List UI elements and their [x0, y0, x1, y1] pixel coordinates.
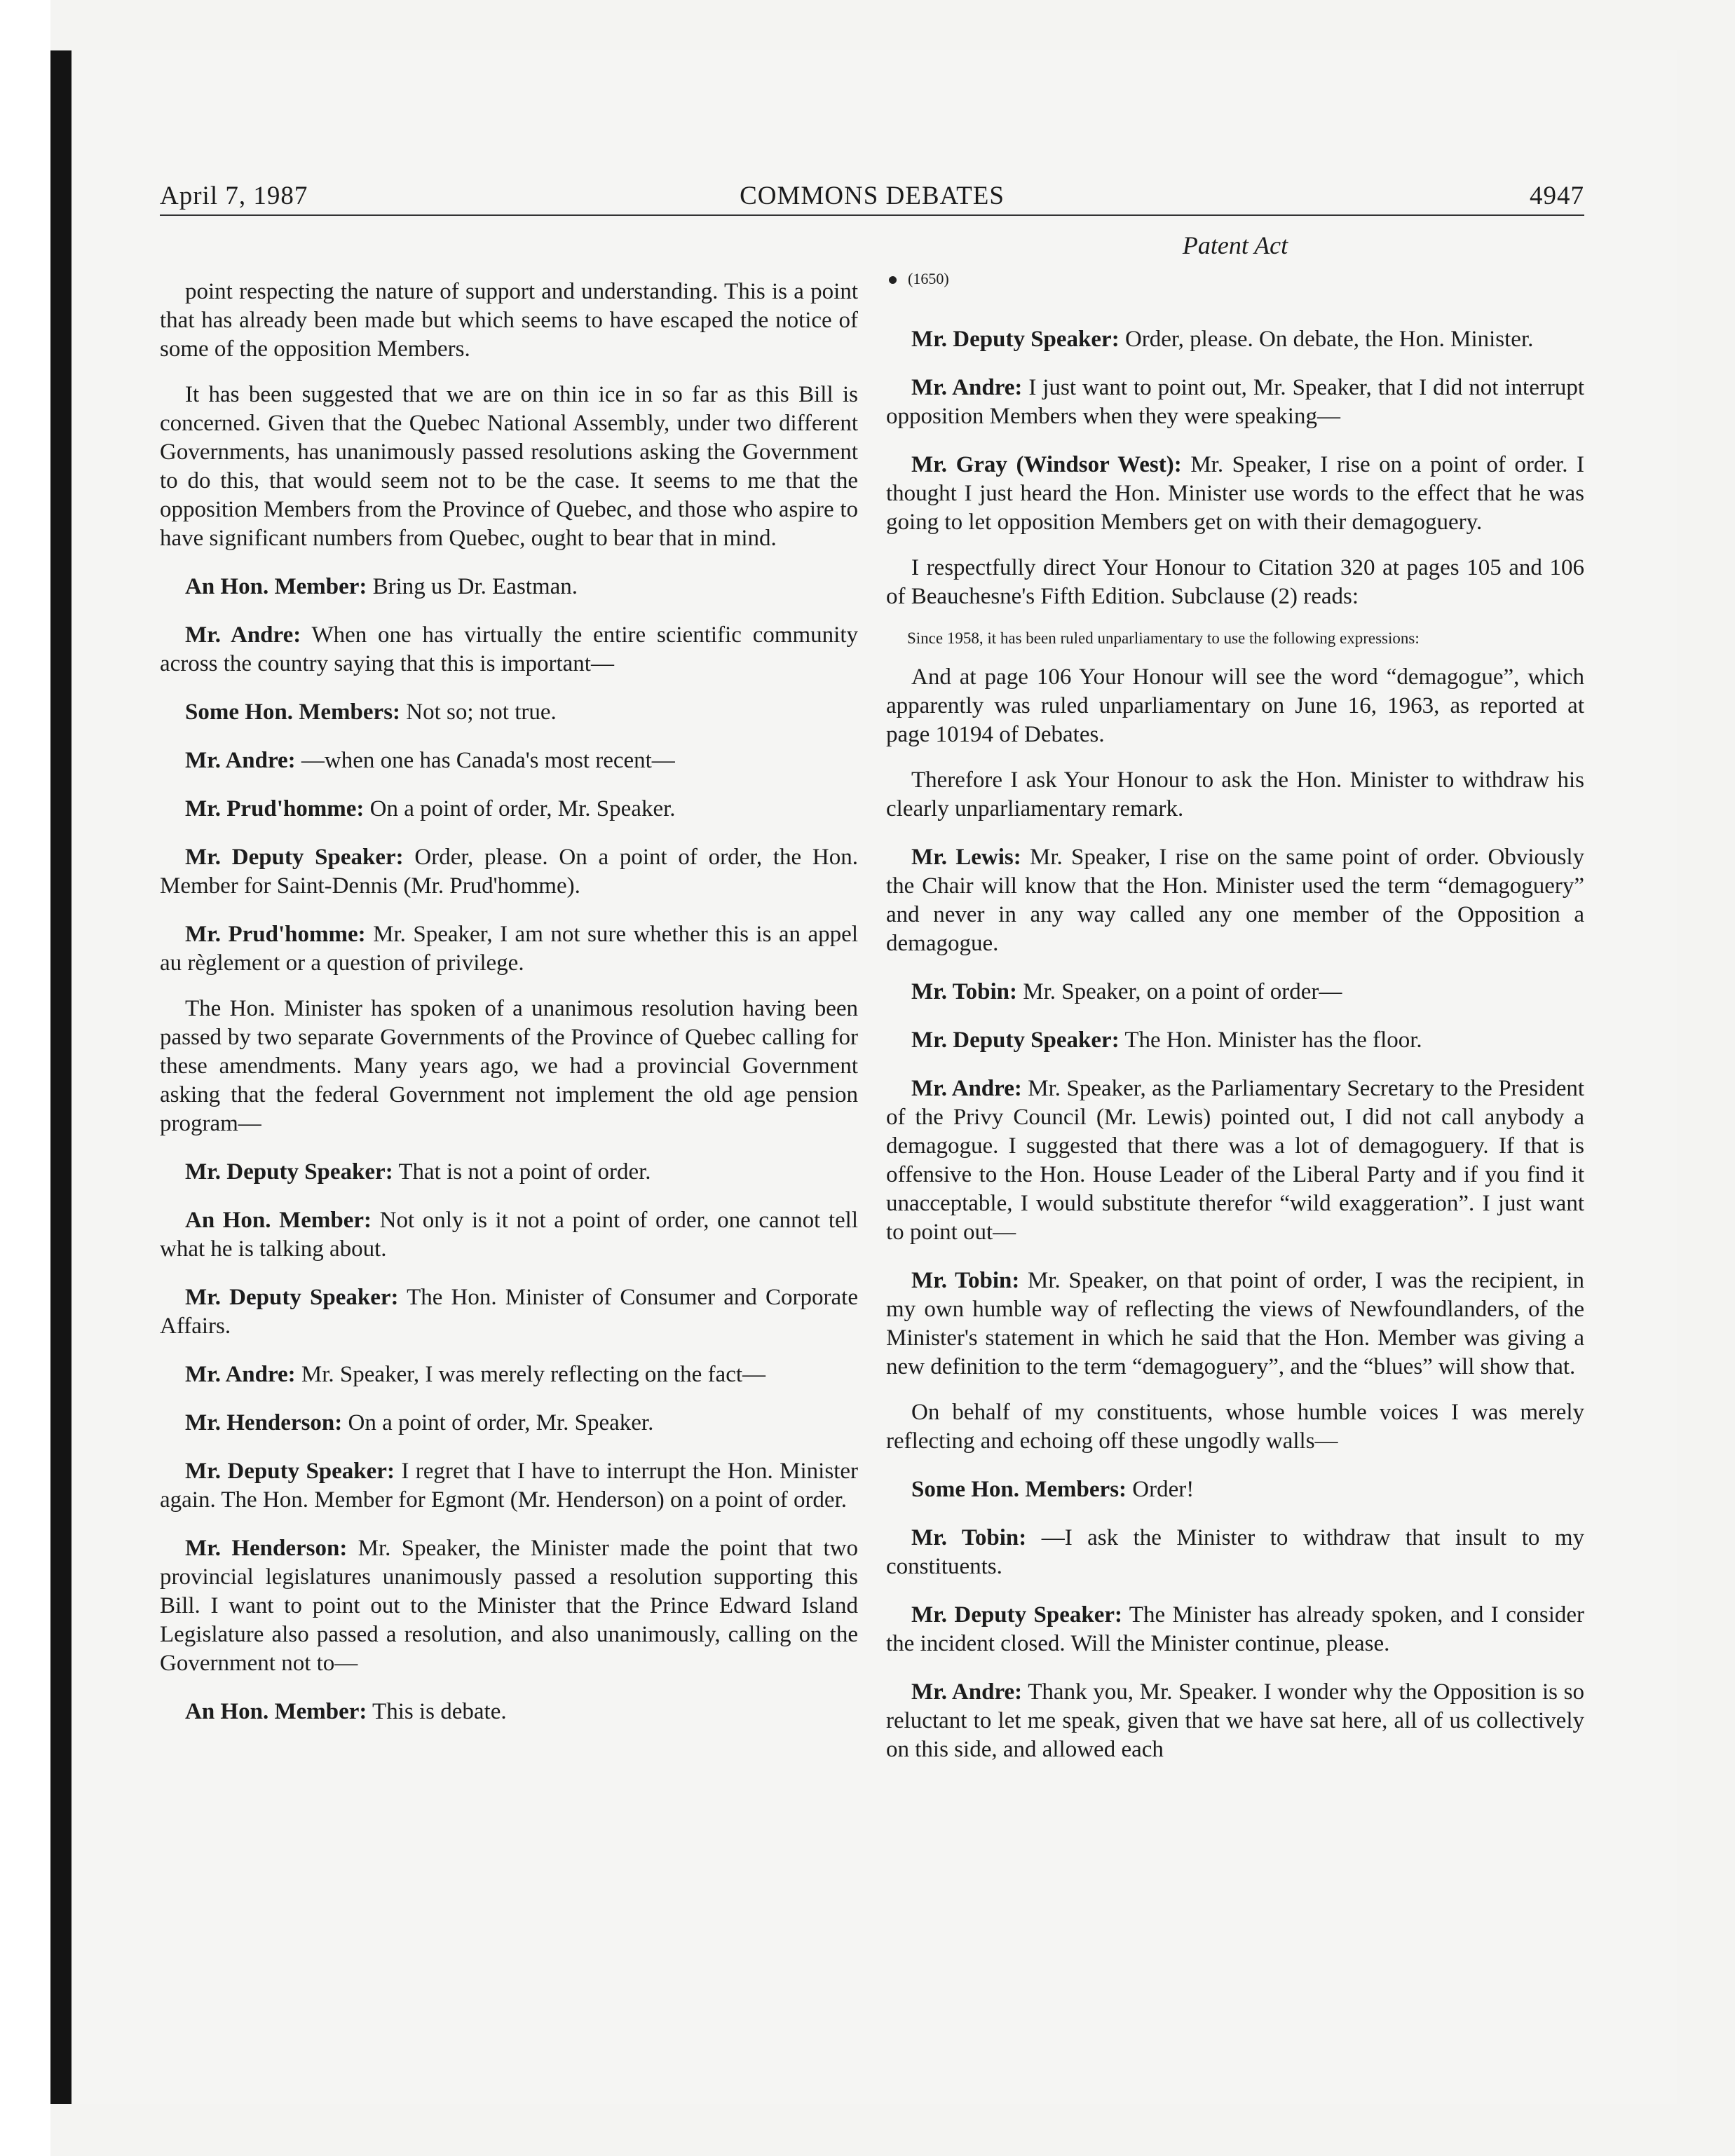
speech-paragraph — [160, 1283, 858, 1341]
speaker-name: Mr. Deputy Speaker: — [911, 327, 1120, 352]
speech-text: Order! — [1132, 1477, 1195, 1502]
speech-text: Mr. Speaker, the Minister made the point that two provincial legislatures unanimously passed a resolution supporting this Bill. I want to point out to the Minister that the Prince Edward Island Legislature also passed a resolution, and also unanimously, calling on the Government not to— — [160, 1536, 858, 1676]
speech-paragraph — [160, 1206, 858, 1264]
speaker-name: Mr. Andre: — [185, 622, 301, 648]
speech-paragraph — [886, 451, 1584, 537]
speech-text: Mr. Speaker, I was merely reflecting on the fact— — [301, 1362, 766, 1387]
speech-paragraph — [886, 325, 1584, 354]
speech-text: That is not a point of order. — [398, 1159, 651, 1185]
speech-text: Not so; not true. — [406, 700, 557, 725]
speaker-name: An Hon. Member: — [185, 574, 367, 599]
speaker-name: Mr. Lewis: — [911, 845, 1021, 870]
speech-paragraph — [886, 1026, 1584, 1055]
right-column — [886, 231, 1584, 1781]
timestamp-marker — [889, 264, 1584, 293]
speaker-name: Mr. Tobin: — [911, 1525, 1027, 1550]
speaker-name: Mr. Gray (Windsor West): — [911, 452, 1182, 477]
speaker-name: Mr. Tobin: — [911, 1268, 1020, 1293]
speech-text: And at page 106 Your Honour will see the word “demagogue”, which apparently was ruled unparliamentary on June 16, 1963, as reported at page 10194 of Debates. — [886, 664, 1584, 747]
speech-paragraph — [160, 920, 858, 978]
timestamp-text: (1650) — [908, 270, 949, 287]
speech-text: I respectfully direct Your Honour to Citation 320 at pages 105 and 106 of Beauchesne's Fifth Edition. Subclause (2) reads: — [886, 555, 1584, 609]
speech-text: —when one has Canada's most recent— — [301, 748, 675, 773]
speaker-name: Mr. Tobin: — [911, 979, 1018, 1004]
speech-text: Thank you, Mr. Speaker. I wonder why the Opposition is so reluctant to let me speak, given that we have sat here, all of us collectively on this side, and allowed each — [886, 1679, 1585, 1762]
scan-binding-edge — [50, 50, 72, 2104]
bullet-icon — [889, 276, 897, 284]
speech-text: Bring us Dr. Eastman. — [372, 574, 578, 599]
speech-paragraph — [160, 573, 858, 601]
text-paragraph — [886, 628, 1584, 649]
speech-text: The Hon. Minister has the floor. — [1124, 1028, 1422, 1053]
speech-text: When one has virtually the entire scientific community across the country saying that this is important— — [160, 622, 859, 676]
speaker-name: Mr. Andre: — [185, 1362, 296, 1387]
right-column-body — [886, 325, 1584, 1764]
speech-text: The Hon. Minister has spoken of a unanimous resolution having been passed by two separate Governments of the Province of Quebec calling for these amendments. Many years ago, we had a provincial Government asking that the federal Government not implement the old age pension program— — [160, 996, 858, 1136]
speaker-name: Mr. Prud'homme: — [185, 922, 366, 947]
speech-paragraph — [886, 1475, 1584, 1504]
speech-paragraph — [160, 843, 858, 901]
speaker-name: An Hon. Member: — [185, 1208, 372, 1233]
header-date: April 7, 1987 — [160, 182, 308, 210]
speech-paragraph — [160, 621, 858, 678]
speech-text: Mr. Speaker, on that point of order, I was the recipient, in my own humble way of reflecting the views of Newfoundlanders, of the Minister's statement in which he said that the Hon. Member was giving a new definition to the term “demagoguery”, and the “blues” will show that. — [886, 1268, 1584, 1379]
speech-paragraph — [886, 1074, 1584, 1247]
header-title: COMMONS DEBATES — [740, 182, 1005, 210]
speech-text: Mr. Speaker, I rise on a point of order. I thought I just heard the Hon. Minister use words to the effect that he was going to let opposition Members get on with their demagoguery. — [886, 452, 1585, 535]
speech-paragraph — [160, 1698, 858, 1726]
speech-text: The Minister has already spoken, and I consider the incident closed. Will the Minister continue, please. — [886, 1602, 1584, 1656]
speech-text: It has been suggested that we are on thin ice in so far as this Bill is concerned. Given that the Quebec National Assembly, under two different Governments, has unanimously passed resolutions asking the Government to do this, that would seem not to be the case. It seems to me that the opposition Members from the Province of Quebec, and those who aspire to have significant numbers from Quebec, ought to bear that in mind. — [160, 382, 858, 551]
speech-text: On a point of order, Mr. Speaker. — [348, 1410, 654, 1435]
speech-text: Mr. Speaker, I rise on the same point of order. Obviously the Chair will know that the Hon. Minister used the term “demagoguery” and never in any way called any one member of the Opposition a demagogue. — [886, 845, 1585, 956]
speech-text: Mr. Speaker, I am not sure whether this is an appel au règlement or a question of privilege. — [160, 922, 858, 976]
speech-paragraph — [160, 698, 858, 727]
speaker-name: Mr. Henderson: — [185, 1410, 343, 1435]
speech-text: Mr. Speaker, as the Parliamentary Secretary to the President of the Privy Council (Mr. Lewis) pointed out, I did not call anybody a demagogue. I suggested that there was a lot of demagoguery. If that is offensive to the Hon. House Leader of the Liberal Party and if you find it unacceptable, I would substitute therefor “wild exaggeration”. I just want to point out— — [886, 1076, 1585, 1245]
speech-text: Therefore I ask Your Honour to ask the Hon. Minister to withdraw his clearly unparliamentary remark. — [886, 767, 1584, 821]
speaker-name: Mr. Andre: — [911, 1679, 1023, 1705]
speaker-name: Mr. Deputy Speaker: — [185, 1285, 399, 1310]
section-subject: Patent Act — [1182, 231, 1288, 259]
text-paragraph — [160, 995, 858, 1138]
speech-paragraph — [886, 978, 1584, 1007]
speaker-name: Mr. Andre: — [911, 375, 1023, 400]
text-paragraph — [886, 663, 1584, 749]
speech-paragraph — [160, 1534, 858, 1678]
speaker-name: Mr. Deputy Speaker: — [911, 1602, 1122, 1628]
left-column — [160, 278, 858, 1743]
speech-paragraph — [886, 1678, 1584, 1764]
speech-text: This is debate. — [372, 1699, 507, 1724]
speaker-name: Some Hon. Members: — [185, 700, 401, 725]
speaker-name: Mr. Andre: — [911, 1076, 1022, 1101]
text-paragraph — [886, 554, 1584, 611]
speech-text: —I ask the Minister to withdraw that insult to my constituents. — [886, 1525, 1585, 1579]
speaker-name: Mr. Prud'homme: — [185, 796, 365, 821]
speaker-name: Mr. Deputy Speaker: — [185, 845, 404, 870]
text-paragraph — [160, 381, 858, 553]
speech-paragraph — [886, 1267, 1584, 1381]
speech-text: Order, please. On a point of order, the Hon. Member for Saint-Dennis (Mr. Prud'homme). — [160, 845, 859, 899]
speech-paragraph — [160, 795, 858, 824]
speaker-name: Mr. Henderson: — [185, 1536, 348, 1561]
speech-paragraph — [160, 1360, 858, 1389]
text-paragraph — [886, 1398, 1584, 1456]
speech-paragraph — [886, 1601, 1584, 1658]
speech-text: Not only is it not a point of order, one cannot tell what he is talking about. — [160, 1208, 858, 1262]
speech-text: On a point of order, Mr. Speaker. — [369, 796, 676, 821]
speaker-name: Mr. Deputy Speaker: — [185, 1459, 395, 1484]
text-paragraph — [160, 278, 858, 364]
speaker-name: Mr. Deputy Speaker: — [185, 1159, 393, 1185]
speech-text: I regret that I have to interrupt the Hon. Minister again. The Hon. Member for Egmont (Mr. Henderson) on a point of order. — [160, 1459, 858, 1513]
speech-paragraph — [160, 1457, 858, 1515]
speaker-name: Some Hon. Members: — [911, 1477, 1127, 1502]
speech-text: Since 1958, it has been ruled unparliamentary to use the following expressions: — [907, 629, 1420, 647]
speech-text: Order, please. On debate, the Hon. Minister. — [1124, 327, 1534, 352]
speech-paragraph — [160, 1409, 858, 1438]
page-header — [160, 179, 1584, 216]
speech-text: point respecting the nature of support and understanding. This is a point that has already been made but which seems to have escaped the notice of some of the opposition Members. — [160, 279, 858, 362]
speaker-name: Mr. Andre: — [185, 748, 296, 773]
speech-text: On behalf of my constituents, whose humble voices I was merely reflecting and echoing off these ungodly walls— — [886, 1400, 1584, 1454]
header-page-number: 4947 — [1530, 182, 1584, 210]
scan-margin — [0, 0, 50, 2156]
speech-paragraph — [886, 843, 1584, 958]
speech-paragraph — [886, 1524, 1584, 1581]
speech-paragraph — [160, 746, 858, 775]
speaker-name: An Hon. Member: — [185, 1699, 367, 1724]
speech-text: The Hon. Minister of Consumer and Corporate Affairs. — [160, 1285, 858, 1339]
speech-text: Mr. Speaker, on a point of order— — [1023, 979, 1342, 1004]
speaker-name: Mr. Deputy Speaker: — [911, 1028, 1120, 1053]
speech-paragraph — [160, 1158, 858, 1187]
speech-text: I just want to point out, Mr. Speaker, that I did not interrupt opposition Members when they were speaking— — [886, 375, 1585, 429]
text-paragraph — [886, 766, 1584, 824]
speech-paragraph — [886, 374, 1584, 431]
